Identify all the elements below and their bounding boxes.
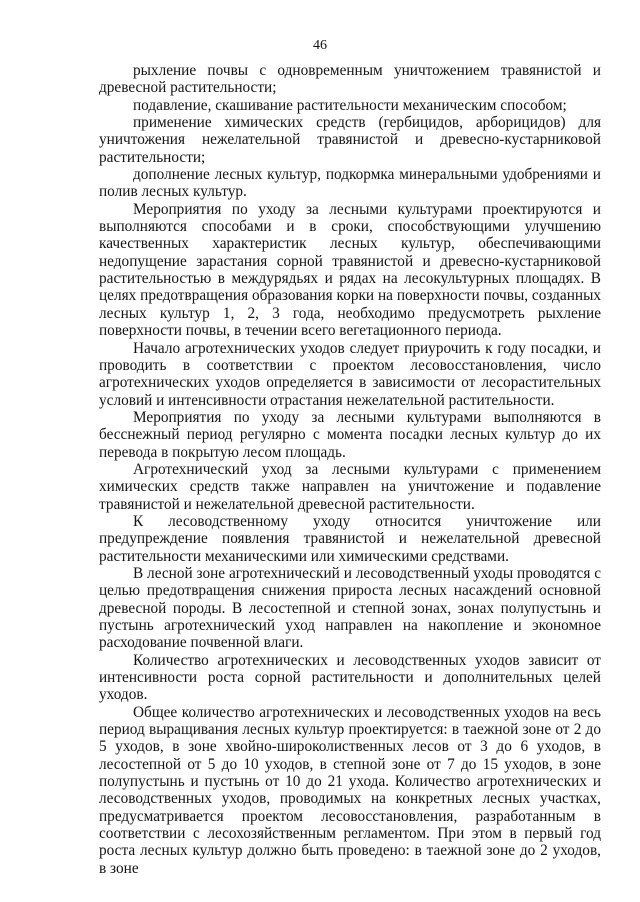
paragraph-chemical-care: Агротехнический уход за лесными культурами с применением химических средств также направлен на уничтожение и подавление травянистой и нежелательной древесной растительности. xyxy=(99,460,601,513)
paragraph-care-start: Начало агротехнических уходов следует приурочить к году посадки, и проводить в соответствии с проектом лесовосстановления, число агротехнических уходов определяется в зависимости от лесорастительных условий и интенсивности отрастания нежелательной растительности. xyxy=(99,339,601,409)
paragraph-care-period: Мероприятия по уходу за лесными культурами выполняются в бесснежный период регулярно с момента посадки лесных культур до их перевода в покрытую лесом площадь. xyxy=(99,408,601,461)
list-item-chemicals: применение химических средств (гербицидов, арборицидов) для уничтожения нежелательной травянистой и древесно-кустарниковой растительности; xyxy=(99,114,601,166)
paragraph-care-count: Количество агротехнических и лесоводственных уходов зависит от интенсивности роста сорной растительности и дополнительных целей уходов. xyxy=(99,651,601,704)
list-item-loosening: рыхление почвы с одновременным уничтожением травянистой и древесной растительности; xyxy=(99,62,601,97)
paragraph-care-measures: Мероприятия по уходу за лесными культурами проектируются и выполняются способами и в сроки, способствующими улучшению качественных характеристик лесных культур, обеспечивающими недопущение зарастания сорной травянистой и древесно-кустарниковой растительностью в междурядьях и рядах на лесокультурных площадях. В целях предотвращения образования корки на поверхности почвы, созданных лесных культур 1, 2, 3 года, необходимо предусмотреть рыхление поверхности почвы, в течении всего вегетационного периода. xyxy=(99,200,601,340)
paragraph-zones: В лесной зоне агротехнический и лесоводственный уходы проводятся с целью предотвращения снижения прироста лесных насаждений основной древесной породы. В лесостепной и степной зонах, зонах полупустынь и пустынь агротехнический уход направлен на накопление и экономное расходование почвенной влаги. xyxy=(99,564,601,652)
paragraph-silvicultural-care: К лесоводственному уходу относится уничтожение или предупреждение появления травянистой и нежелательной древесной растительности механическими или химическими средствами. xyxy=(99,512,601,565)
page-number: 46 xyxy=(313,38,327,53)
paragraph-total-care: Общее количество агротехнических и лесоводственных уходов на весь период выращивания лесных культур проектируется: в таежной зоне от 2 до 5 уходов, в зоне хвойно-широколиственных лесов от 3 до 6 уходов, в лесостепной от 5 до 10 уходов, в степной зоне от 7 до 15 уходов, в зоне полупустынь и пустынь от 10 до 21 ухода. Количество агротехнических и лесоводственных уходов, проводимых на конкретных лесных участках, предусматривается проектом лесовосстановления, разработанным в соответствии с лесохозяйственным регламентом. При этом в первый год роста лесных культур должно быть проведено: в таежной зоне до 2 уходов, в зоне xyxy=(99,703,601,877)
list-item-mowing: подавление, скашивание растительности механическим способом; xyxy=(133,96,567,114)
list-item-fertilizing: дополнение лесных культур, подкормка минеральными удобрениями и полив лесных культур. xyxy=(99,166,601,201)
document-body xyxy=(99,62,601,877)
